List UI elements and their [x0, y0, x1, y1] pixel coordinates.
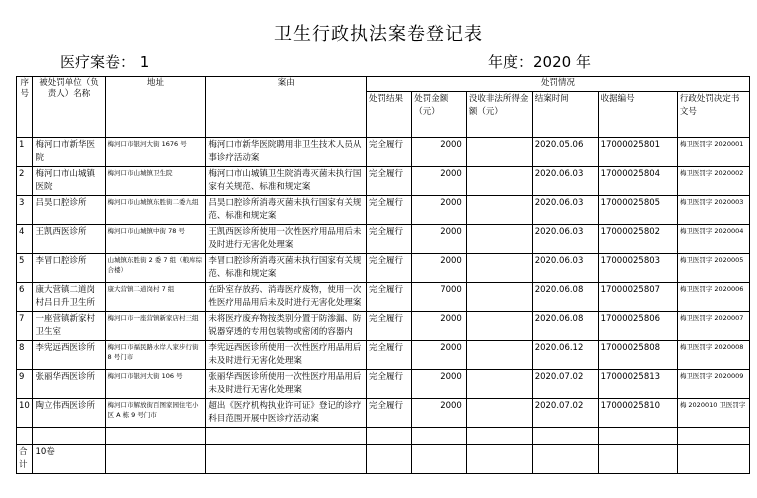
row-close-date: 2020.07.02	[532, 370, 598, 399]
row-case: 超出《医疗机构执业许可证》登记的诊疗科目范围开展中医诊疗活动案	[206, 399, 367, 428]
year-label: 年度：	[488, 53, 534, 71]
total-value: 10卷	[33, 445, 105, 474]
row-close-date: 2020.06.03	[532, 254, 598, 283]
row-amount: 2000	[412, 254, 467, 283]
row-close-date: 2020.06.03	[532, 167, 598, 196]
total-label: 合计	[17, 445, 33, 474]
row-doc-no: 梅卫医罚字 2020008	[677, 341, 749, 370]
header-case: 案由	[206, 77, 367, 138]
row-amount: 2000	[412, 370, 467, 399]
table-row	[17, 341, 750, 370]
row-address: 梅河口市银河大街 1676 号	[105, 138, 206, 167]
row-receipt: 17000025807	[598, 283, 677, 312]
row-seq: 10	[17, 399, 33, 428]
row-unit: 王凯西医诊所	[33, 225, 105, 254]
header-confiscated: 没收非法所得金额（元）	[466, 92, 532, 138]
page-title: 卫生行政执法案卷登记表	[274, 24, 483, 45]
row-confiscated	[466, 283, 532, 312]
row-confiscated	[466, 196, 532, 225]
row-close-date: 2020.06.08	[532, 312, 598, 341]
table-row	[17, 312, 750, 341]
row-amount: 2000	[412, 138, 467, 167]
row-doc-no: 梅卫医罚字 2020001	[677, 138, 749, 167]
row-address: 梅河口市山城镇中街 78 号	[105, 225, 206, 254]
row-confiscated	[466, 341, 532, 370]
row-unit: 梅河口市新华医院	[33, 138, 105, 167]
row-address: 山城镇东胜街 2 委 7 组（粮库综合楼）	[105, 254, 206, 283]
row-doc-no: 梅卫医罚字 2020005	[677, 254, 749, 283]
header-doc-no: 行政处罚决定书文号	[677, 92, 749, 138]
row-confiscated	[466, 254, 532, 283]
row-amount: 2000	[412, 312, 467, 341]
row-case: 李冒口腔诊所消毒灭菌未执行国家有关规范、标准和规定案	[206, 254, 367, 283]
row-address: 梅河口市银河大街 106 号	[105, 370, 206, 399]
row-doc-no: 梅卫医罚字 2020007	[677, 312, 749, 341]
row-case: 张丽华西医诊所使用一次性医疗用品用后未及时进行无害化处理案	[206, 370, 367, 399]
total-row	[17, 445, 750, 474]
row-unit: 梅河口市山城镇医院	[33, 167, 105, 196]
row-seq: 2	[17, 167, 33, 196]
row-seq: 9	[17, 370, 33, 399]
row-seq: 4	[17, 225, 33, 254]
row-confiscated	[466, 225, 532, 254]
year-meta	[488, 51, 591, 72]
row-address: 梅河口市一座营镇新家店村三组	[105, 312, 206, 341]
medical-case-value: 1	[139, 53, 150, 71]
table-row	[17, 138, 750, 167]
row-confiscated	[466, 312, 532, 341]
row-address: 梅河口市解放街百图家园住宅小区 A 栋 9 号门市	[105, 399, 206, 428]
row-receipt: 17000025806	[598, 312, 677, 341]
row-close-date: 2020.06.12	[532, 341, 598, 370]
row-result: 完全履行	[367, 341, 412, 370]
row-case: 王凯西医诊所使用一次性医疗用品用后未及时进行无害化处理案	[206, 225, 367, 254]
row-doc-no: 梅 2020010 卫医罚字	[677, 399, 749, 428]
table-row	[17, 196, 750, 225]
row-close-date: 2020.06.08	[532, 283, 598, 312]
row-case: 李宪远西医诊所使用一次性医疗用品用后未及时进行无害化处理案	[206, 341, 367, 370]
header-result: 处罚结果	[367, 92, 412, 138]
row-close-date: 2020.06.03	[532, 225, 598, 254]
row-case: 梅河口市新华医院聘用非卫生技术人员从事诊疗活动案	[206, 138, 367, 167]
row-unit: 吕昊口腔诊所	[33, 196, 105, 225]
row-unit: 一座营镇新家村卫生室	[33, 312, 105, 341]
row-unit: 李宪远西医诊所	[33, 341, 105, 370]
header-penalty: 处罚情况	[367, 77, 750, 92]
row-case: 在卧室存放药、消毒医疗废物，使用一次性医疗用品用后未及时进行无害化处理案	[206, 283, 367, 312]
row-receipt: 17000025803	[598, 254, 677, 283]
row-receipt: 17000025801	[598, 138, 677, 167]
header-receipt: 收据编号	[598, 92, 677, 138]
row-result: 完全履行	[367, 370, 412, 399]
row-confiscated	[466, 370, 532, 399]
header-amount: 处罚金额（元）	[412, 92, 467, 138]
row-unit: 陶立伟西医诊所	[33, 399, 105, 428]
table-row	[17, 167, 750, 196]
row-address: 梅河口市山城镇卫生院	[105, 167, 206, 196]
row-close-date: 2020.07.02	[532, 399, 598, 428]
row-amount: 2000	[412, 167, 467, 196]
row-doc-no: 梅卫医罚字 2020003	[677, 196, 749, 225]
row-address: 梅河口市山城镇东胜街二委九组	[105, 196, 206, 225]
row-case: 梅河口市山城镇卫生院消毒灭菌未执行国家有关规范、标准和规定案	[206, 167, 367, 196]
row-unit: 康大营镇二道岗村吕日升卫生所	[33, 283, 105, 312]
row-result: 完全履行	[367, 225, 412, 254]
table-row	[17, 370, 750, 399]
table-row	[17, 283, 750, 312]
row-confiscated	[466, 399, 532, 428]
row-unit: 李冒口腔诊所	[33, 254, 105, 283]
row-case: 吕昊口腔诊所消毒灭菌未执行国家有关规范、标准和规定案	[206, 196, 367, 225]
row-receipt: 17000025804	[598, 167, 677, 196]
row-doc-no: 梅卫医罚字 2020009	[677, 370, 749, 399]
row-confiscated	[466, 167, 532, 196]
row-result: 完全履行	[367, 254, 412, 283]
row-amount: 2000	[412, 341, 467, 370]
row-receipt: 17000025813	[598, 370, 677, 399]
row-address: 康大营镇二道岗村 7 组	[105, 283, 206, 312]
row-receipt: 17000025808	[598, 341, 677, 370]
row-doc-no: 梅卫医罚字 2020002	[677, 167, 749, 196]
row-result: 完全履行	[367, 196, 412, 225]
row-close-date: 2020.06.03	[532, 196, 598, 225]
row-doc-no: 梅卫医罚字 2020006	[677, 283, 749, 312]
table-row	[17, 254, 750, 283]
table-row	[17, 225, 750, 254]
row-amount: 2000	[412, 196, 467, 225]
row-result: 完全履行	[367, 167, 412, 196]
header-close-date: 结案时间	[532, 92, 598, 138]
row-amount: 7000	[412, 283, 467, 312]
row-seq: 1	[17, 138, 33, 167]
case-register-table	[16, 76, 750, 474]
row-confiscated	[466, 138, 532, 167]
row-amount: 2000	[412, 399, 467, 428]
row-seq: 8	[17, 341, 33, 370]
medical-case-meta	[60, 51, 149, 72]
row-receipt: 17000025810	[598, 399, 677, 428]
row-seq: 5	[17, 254, 33, 283]
blank-row	[17, 428, 750, 445]
row-result: 完全履行	[367, 312, 412, 341]
header-address: 地址	[105, 77, 206, 138]
row-seq: 7	[17, 312, 33, 341]
header-unit: 被处罚单位（负责人）名称	[33, 77, 105, 138]
header-seq: 序号	[17, 77, 33, 138]
row-case: 未将医疗废弃物按类别分置于防渗漏、防锐器穿透的专用包装物或密闭的容器内	[206, 312, 367, 341]
year-value: 2020 年	[533, 53, 591, 71]
row-result: 完全履行	[367, 283, 412, 312]
row-address: 梅河口市福民路水岸人家步行街 8 号门市	[105, 341, 206, 370]
row-result: 完全履行	[367, 138, 412, 167]
row-close-date: 2020.05.06	[532, 138, 598, 167]
row-doc-no: 梅卫医罚字 2020004	[677, 225, 749, 254]
medical-case-label: 医疗案卷：	[60, 53, 136, 71]
row-seq: 3	[17, 196, 33, 225]
row-unit: 张丽华西医诊所	[33, 370, 105, 399]
table-row	[17, 399, 750, 428]
row-seq: 6	[17, 283, 33, 312]
row-result: 完全履行	[367, 399, 412, 428]
row-receipt: 17000025805	[598, 196, 677, 225]
row-receipt: 17000025802	[598, 225, 677, 254]
row-amount: 2000	[412, 225, 467, 254]
